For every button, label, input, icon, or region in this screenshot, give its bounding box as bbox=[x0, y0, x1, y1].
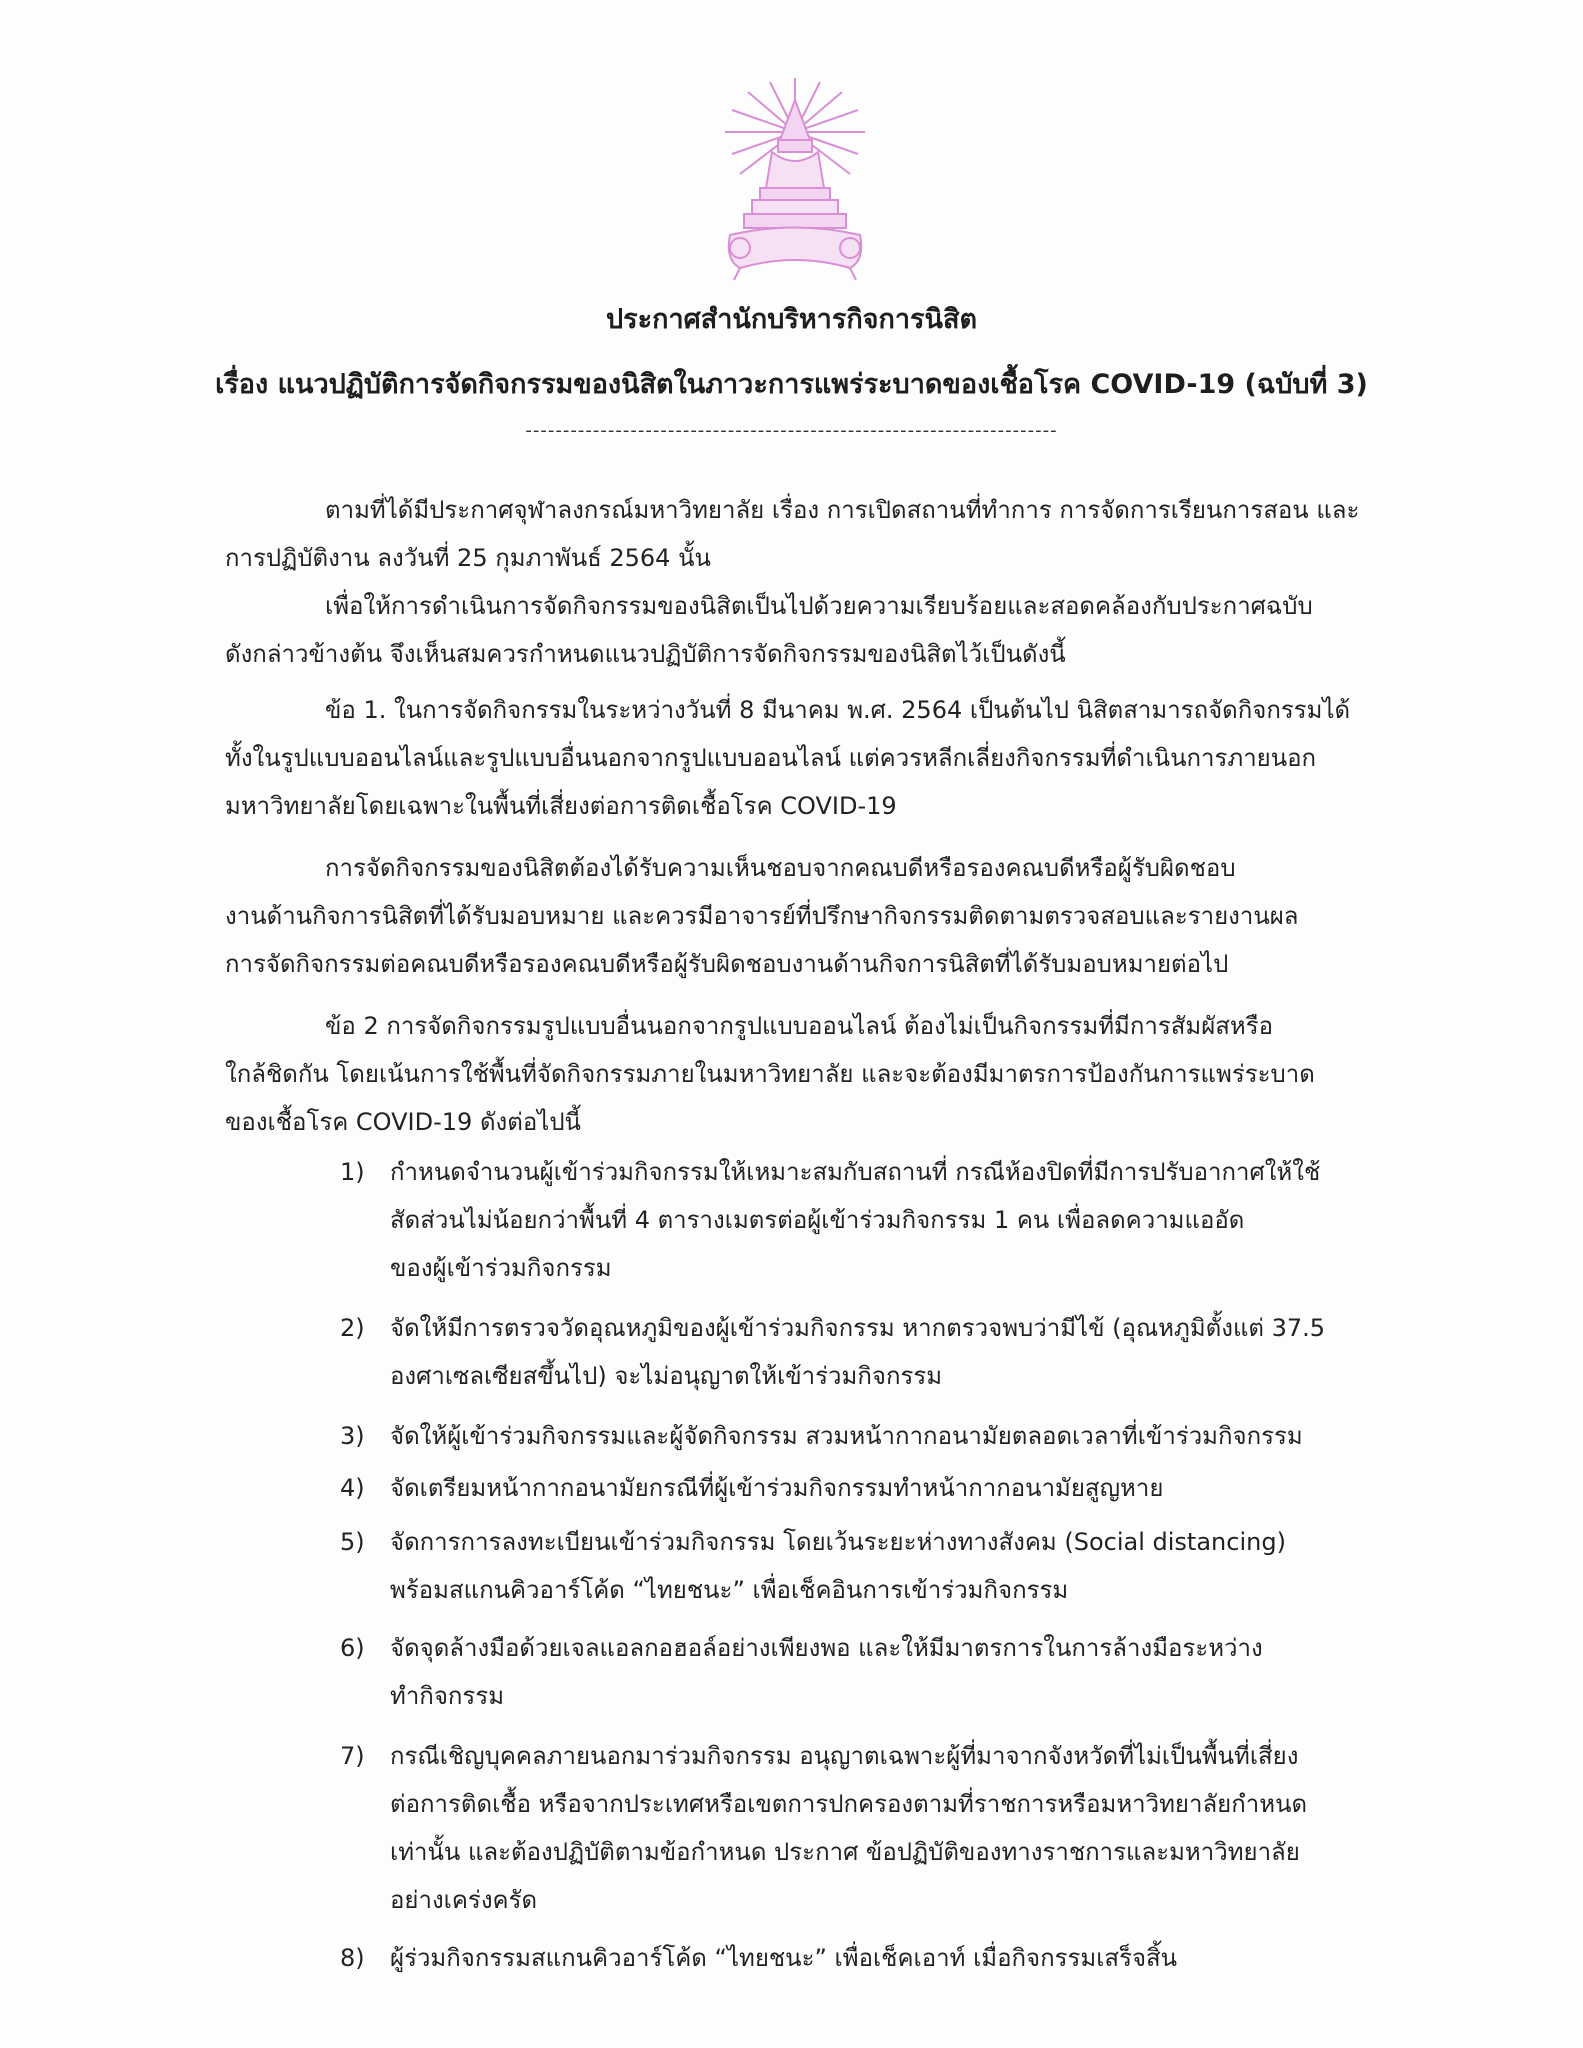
paragraph-line: ตามที่ได้มีประกาศจุฬาลงกรณ์มหาวิทยาลัย เรื่อง การเปิดสถานที่ทำการ การจัดการเรียนการสอน และ bbox=[325, 496, 1360, 524]
list-item-number: 7) bbox=[340, 1742, 365, 1770]
paragraph-line: การปฏิบัติงาน ลงวันที่ 25 กุมภาพันธ์ 2564 นั้น bbox=[225, 544, 711, 572]
paragraph-line: การจัดกิจกรรมต่อคณบดีหรือรองคณบดีหรือผู้รับผิดชอบงานด้านกิจการนิสิตที่ได้รับมอบหมายต่อไป bbox=[225, 950, 1229, 978]
university-emblem-icon bbox=[700, 70, 890, 285]
list-item-text: จัดเตรียมหน้ากากอนามัยกรณีที่ผู้เข้าร่วมกิจกรรมทำหน้ากากอนามัยสูญหาย bbox=[390, 1474, 1164, 1502]
divider-line: ----------------------------------------------------------------------- bbox=[525, 420, 1058, 441]
list-item-number: 8) bbox=[340, 1944, 365, 1972]
paragraph-line: การจัดกิจกรรมของนิสิตต้องได้รับความเห็นชอบจากคณบดีหรือรองคณบดีหรือผู้รับผิดชอบ bbox=[325, 854, 1236, 882]
list-item-text: จัดให้ผู้เข้าร่วมกิจกรรมและผู้จัดกิจกรรม สวมหน้ากากอนามัยตลอดเวลาที่เข้าร่วมกิจกรรม bbox=[390, 1422, 1303, 1450]
announcement-subject: เรื่อง แนวปฏิบัติการจัดกิจกรรมของนิสิตในภาวะการแพร่ระบาดของเชื้อโรค COVID-19 (ฉบับที่ 3) bbox=[215, 369, 1368, 400]
list-item-text: เท่านั้น และต้องปฏิบัติตามข้อกำหนด ประกาศ ข้อปฏิบัติของทางราชการและมหาวิทยาลัย bbox=[390, 1838, 1300, 1866]
list-item-text: จัดการการลงทะเบียนเข้าร่วมกิจกรรม โดยเว้นระยะห่างทางสังคม (Social distancing) bbox=[390, 1528, 1286, 1556]
list-item-number: 6) bbox=[340, 1634, 365, 1662]
paragraph-line: เพื่อให้การดำเนินการจัดกิจกรรมของนิสิตเป็นไปด้วยความเรียบร้อยและสอดคล้องกับประกาศฉบับ bbox=[325, 592, 1313, 620]
list-item-text: พร้อมสแกนคิวอาร์โค้ด “ไทยชนะ” เพื่อเช็คอินการเข้าร่วมกิจกรรม bbox=[390, 1576, 1069, 1604]
list-item-text: ทำกิจกรรม bbox=[390, 1682, 505, 1710]
list-item-text: ผู้ร่วมกิจกรรมสแกนคิวอาร์โค้ด “ไทยชนะ” เพื่อเช็คเอาท์ เมื่อกิจกรรมเสร็จสิ้น bbox=[390, 1944, 1178, 1972]
paragraph-line: มหาวิทยาลัยโดยเฉพาะในพื้นที่เสี่ยงต่อการติดเชื้อโรค COVID-19 bbox=[225, 792, 897, 820]
list-item-text: กรณีเชิญบุคคลภายนอกมาร่วมกิจกรรม อนุญาตเฉพาะผู้ที่มาจากจังหวัดที่ไม่เป็นพื้นที่เสี่ยง bbox=[390, 1742, 1299, 1770]
paragraph-line: ใกล้ชิดกัน โดยเน้นการใช้พื้นที่จัดกิจกรรมภายในมหาวิทยาลัย และจะต้องมีมาตรการป้องกันการแพร่ระบาด bbox=[225, 1060, 1315, 1088]
paragraph-line: ดังกล่าวข้างต้น จึงเห็นสมควรกำหนดแนวปฏิบัติการจัดกิจกรรมของนิสิตไว้เป็นดังนี้ bbox=[225, 640, 1066, 668]
paragraph-line: งานด้านกิจการนิสิตที่ได้รับมอบหมาย และควรมีอาจารย์ที่ปรึกษากิจกรรมติดตามตรวจสอบและรายงานผล bbox=[225, 902, 1299, 930]
list-item-text: จัดจุดล้างมือด้วยเจลแอลกอฮอล์อย่างเพียงพอ และให้มีมาตรการในการล้างมือระหว่าง bbox=[390, 1634, 1263, 1662]
paragraph-line: ข้อ 1. ในการจัดกิจกรรมในระหว่างวันที่ 8 มีนาคม พ.ศ. 2564 เป็นต้นไป นิสิตสามารถจัดกิจกรรมได้ bbox=[325, 696, 1351, 724]
list-item-number: 4) bbox=[340, 1474, 365, 1502]
list-item-number: 5) bbox=[340, 1528, 365, 1556]
list-item-text: จัดให้มีการตรวจวัดอุณหภูมิของผู้เข้าร่วมกิจกรรม หากตรวจพบว่ามีไข้ (อุณหภูมิตั้งแต่ 37.5 bbox=[390, 1314, 1326, 1342]
list-item-text: ของผู้เข้าร่วมกิจกรรม bbox=[390, 1254, 612, 1282]
list-item-number: 2) bbox=[340, 1314, 365, 1342]
list-item-number: 1) bbox=[340, 1158, 365, 1186]
paragraph-line: ของเชื้อโรค COVID-19 ดังต่อไปนี้ bbox=[225, 1108, 581, 1136]
list-item-text: อย่างเคร่งครัด bbox=[390, 1886, 538, 1914]
list-item-text: กำหนดจำนวนผู้เข้าร่วมกิจกรรมให้เหมาะสมกับสถานที่ กรณีห้องปิดที่มีการปรับอากาศให้ใช้ bbox=[390, 1158, 1321, 1186]
list-item-text: สัดส่วนไม่น้อยกว่าพื้นที่ 4 ตารางเมตรต่อผู้เข้าร่วมกิจกรรม 1 คน เพื่อลดความแออัด bbox=[390, 1206, 1245, 1234]
list-item-text: องศาเซลเซียสขึ้นไป) จะไม่อนุญาตให้เข้าร่วมกิจกรรม bbox=[390, 1362, 943, 1390]
list-item-text: ต่อการติดเชื้อ หรือจากประเทศหรือเขตการปกครองตามที่ราชการหรือมหาวิทยาลัยกำหนด bbox=[390, 1790, 1308, 1818]
announcement-title: ประกาศสำนักบริหารกิจการนิสิต bbox=[606, 304, 977, 335]
paragraph-line: ทั้งในรูปแบบออนไลน์และรูปแบบอื่นนอกจากรูปแบบออนไลน์ แต่ควรหลีกเลี่ยงกิจกรรมที่ดำเนินการภายนอก bbox=[225, 744, 1317, 772]
paragraph-line: ข้อ 2 การจัดกิจกรรมรูปแบบอื่นนอกจากรูปแบบออนไลน์ ต้องไม่เป็นกิจกรรมที่มีการสัมผัสหรือ bbox=[325, 1012, 1274, 1040]
list-item-number: 3) bbox=[340, 1422, 365, 1450]
